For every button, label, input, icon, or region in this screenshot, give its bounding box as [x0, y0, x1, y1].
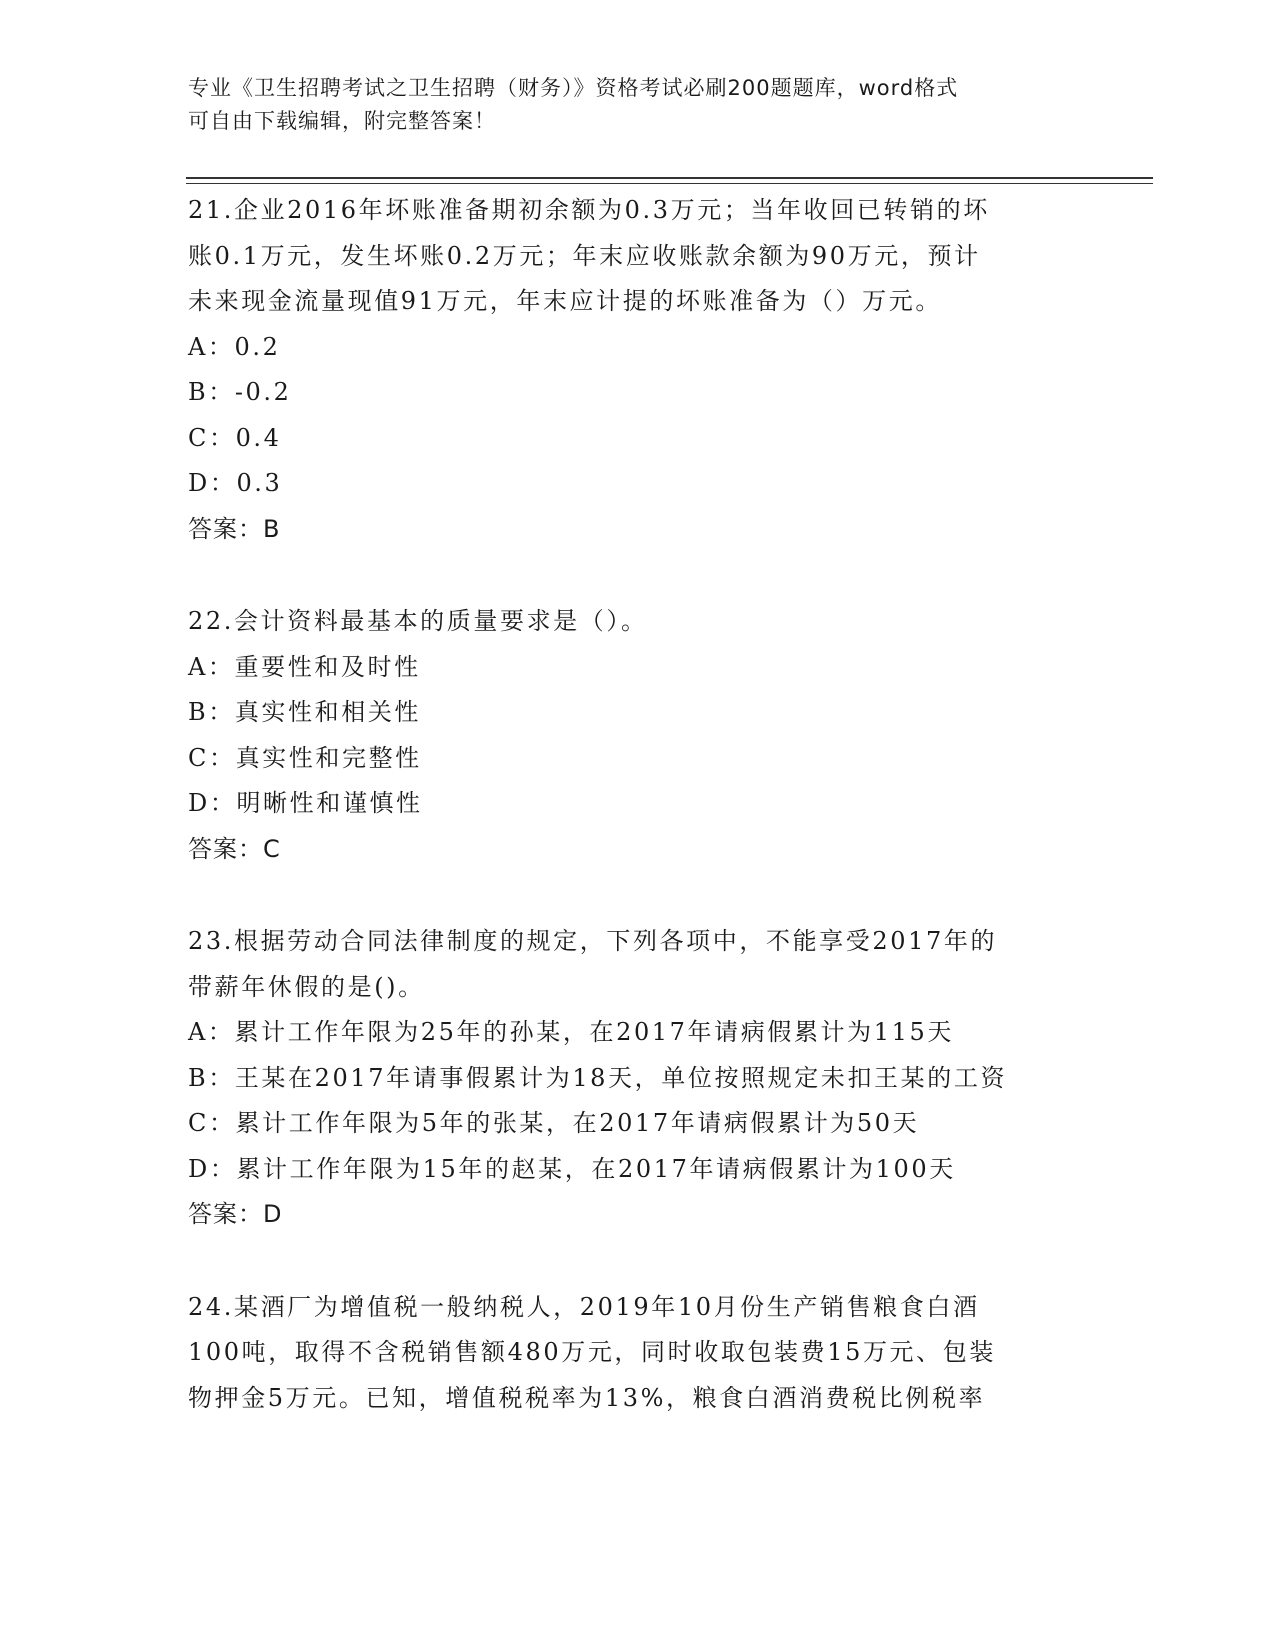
option-d: D：0.3 — [188, 469, 283, 497]
question-stem-line: 账0.1万元，发生坏账0.2万元；年末应收账款余额为90万元，预计 — [188, 241, 981, 270]
document-header — [188, 72, 1068, 138]
spacer — [188, 552, 1088, 599]
answer-label: 答案：D — [188, 1200, 283, 1228]
answer-label: 答案：C — [188, 834, 281, 863]
question-stem-line: 21.企业2016年坏账准备期初余额为0.3万元；当年收回已转销的坏 — [188, 196, 990, 224]
option-b: B：-0.2 — [188, 378, 292, 406]
header-line-2: 可自由下载编辑，附完整答案！ — [188, 109, 496, 133]
option-a: A：累计工作年限为25年的孙某，在2017年请病假累计为115天 — [188, 1018, 954, 1046]
spacer — [188, 1238, 1088, 1285]
option-d: D：明晰性和谨慎性 — [188, 789, 423, 817]
option-b: B：王某在2017年请事假累计为18天，单位按照规定未扣王某的工资 — [188, 1063, 1008, 1092]
question-stem-line: 100吨，取得不含税销售额480万元，同时收取包装费15万元、包装 — [188, 1338, 996, 1366]
question-23 — [188, 919, 1088, 1238]
header-divider-thick — [186, 177, 1153, 179]
question-22 — [188, 599, 1088, 872]
question-21 — [188, 188, 1088, 552]
question-stem-line: 未来现金流量现值91万元，年末应计提的坏账准备为（）万元。 — [188, 287, 942, 315]
question-stem-line: 24.某酒厂为增值税一般纳税人，2019年10月份生产销售粮食白酒 — [188, 1292, 980, 1321]
question-stem-line: 23.根据劳动合同法律制度的规定，下列各项中，不能享受2017年的 — [188, 927, 998, 955]
option-c: C：0.4 — [188, 423, 282, 452]
option-a: A：0.2 — [188, 332, 281, 361]
question-stem-line: 带薪年休假的是()。 — [188, 972, 425, 1001]
option-b: B：真实性和相关性 — [188, 698, 422, 726]
question-stem-line: 物押金5万元。已知，增值税税率为13%，粮食白酒消费税比例税率 — [188, 1383, 986, 1412]
spacer — [188, 872, 1088, 919]
option-c: C：真实性和完整性 — [188, 743, 422, 772]
question-list — [188, 188, 1088, 1421]
option-d: D：累计工作年限为15年的赵某，在2017年请病假累计为100天 — [188, 1154, 956, 1183]
question-24 — [188, 1285, 1088, 1422]
answer-label: 答案：B — [188, 514, 281, 543]
header-line-1: 专业《卫生招聘考试之卫生招聘（财务）》资格考试必刷200题题库，word格式 — [188, 76, 959, 100]
question-stem-line: 22.会计资料最基本的质量要求是（）。 — [188, 607, 648, 635]
option-c: C：累计工作年限为5年的张某，在2017年请病假累计为50天 — [188, 1109, 920, 1137]
option-a: A：重要性和及时性 — [188, 652, 421, 681]
header-divider-thin — [186, 183, 1153, 184]
